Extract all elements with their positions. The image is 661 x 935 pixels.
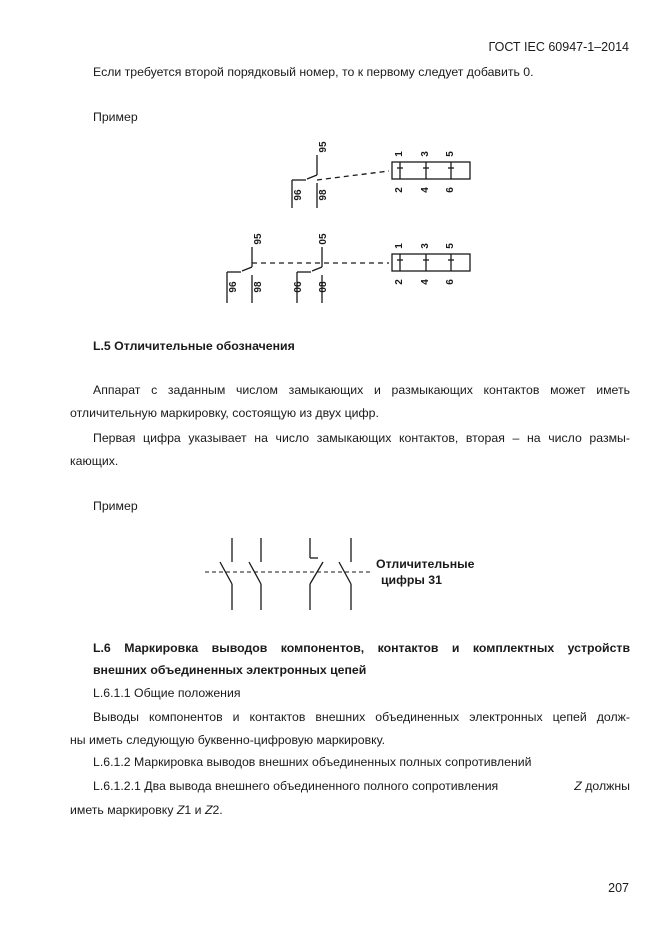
symbol-z2: Z [204, 803, 213, 817]
contact-3-blade [310, 562, 323, 584]
page-number: 207 [608, 881, 629, 895]
contact1-main-number: 95 [253, 233, 264, 245]
distinctive-digits-diagram [200, 532, 380, 614]
contact-blade [307, 175, 317, 179]
contact-4-blade [339, 562, 351, 584]
contact-main-number: 95 [318, 141, 329, 153]
contact-1-blade [220, 562, 232, 584]
terminal-block [392, 254, 470, 271]
contact1-left-number: 96 [228, 281, 239, 293]
contact1-right-number: 98 [253, 281, 264, 293]
section-heading-l5: L.5 Отличительные обозначения [93, 339, 295, 353]
contact-diagram-double [215, 225, 490, 305]
contact2-main-number: 05 [318, 233, 329, 245]
paragraph-text: 1 и [184, 803, 205, 817]
block-bottom-label: 6 [445, 187, 456, 193]
block-bottom-label: 2 [394, 279, 405, 285]
distinctive-digits-caption: Отличительные [376, 557, 475, 571]
terminal-block [392, 162, 470, 179]
block-top-label: 3 [420, 243, 431, 249]
paragraph-text: L.6.1.2.1 Два вывода внешнего объединенного полного сопротивления [93, 779, 502, 793]
block-top-label: 1 [394, 243, 405, 249]
example-label: Пример [93, 499, 138, 513]
paragraph-tail [574, 778, 630, 794]
block-top-label: 5 [445, 151, 456, 157]
subsection-heading: L.6.1.1 Общие положения [93, 686, 241, 700]
paragraph-line: отличительную маркировку, состоящую из двух цифр. [70, 406, 379, 420]
paragraph-text: иметь маркировку [70, 803, 177, 817]
contact-right-number: 98 [318, 189, 329, 201]
block-bottom-label: 4 [420, 279, 431, 285]
paragraph-line: Первая цифра указывает на число замыкающих контактов, вторая – на число размы- [93, 431, 630, 445]
symbol-z: Z [574, 779, 582, 793]
mechanical-link-dashed [317, 171, 389, 180]
contact-diagram-single [280, 135, 490, 210]
paragraph-text: должны [581, 779, 630, 793]
paragraph-line: Аппарат с заданным числом замыкающих и размыкающих контактов может иметь [93, 383, 630, 397]
paragraph-line: ны иметь следующую буквенно-цифровую маркировку. [70, 733, 385, 747]
block-bottom-label: 4 [420, 187, 431, 193]
block-top-label: 5 [445, 243, 456, 249]
example-label: Пример [93, 110, 138, 124]
block-top-label: 3 [420, 151, 431, 157]
paragraph-line [70, 802, 223, 818]
contact2-blade [312, 267, 322, 271]
contact-2-blade [249, 562, 261, 584]
intro-paragraph: Если требуется второй порядковый номер, то к первому следует добавить 0. [93, 65, 534, 79]
paragraph-line [93, 778, 630, 794]
contact-left-number: 96 [293, 189, 304, 201]
distinctive-digits-caption: цифры 31 [381, 573, 442, 587]
paragraph-line: Выводы компонентов и контактов внешних объединенных электронных цепей долж- [93, 710, 630, 724]
contact2-left-number: 06 [293, 281, 304, 293]
section-heading-l6: L.6 Маркировка выводов компонентов, контактов и комплектных устройств [93, 641, 630, 655]
contact2-right-number: 08 [318, 281, 329, 293]
section-heading-l6: внешних объединенных электронных цепей [93, 663, 367, 677]
block-bottom-label: 6 [445, 279, 456, 285]
symbol-z1: Z [176, 803, 185, 817]
paragraph-text: 2. [212, 803, 223, 817]
block-bottom-label: 2 [394, 187, 405, 193]
subsection-heading: L.6.1.2 Маркировка выводов внешних объединенных полных сопротивлений [93, 755, 532, 769]
contact1-blade [242, 267, 252, 271]
paragraph-line: кающих. [70, 454, 119, 468]
document-standard-header: ГОСТ IEC 60947-1–2014 [488, 40, 629, 54]
block-top-label: 1 [394, 151, 405, 157]
